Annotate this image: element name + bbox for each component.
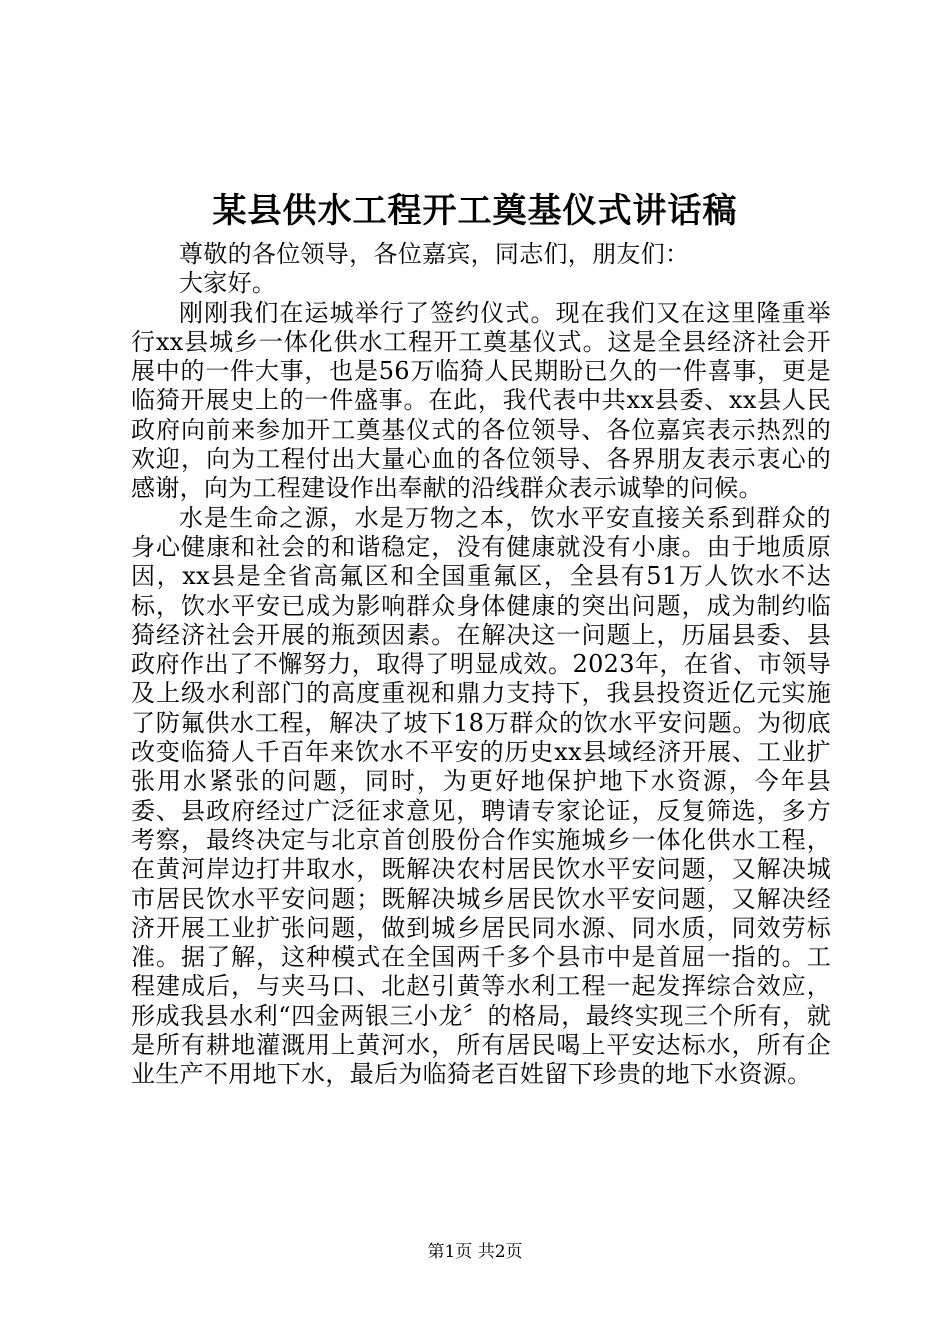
paragraph-2: 水是生命之源，水是万物之本，饮水平安直接关系到群众的身心健康和社会的和谐稳定，没有健康就没有小康。由于地质原因，xx县是全省高氟区和全国重氟区，全县有51万人饮水不达标，饮水平安已成为影响群众身体健康的突出问题，成为制约临猗经济社会开展的瓶颈因素。在解决这一问题上，历届县委、县政府作出了不懈努力，取得了明显成效。2023年，在省、市领导及上级水利部门的高度重视和鼎力支持下，我县投资近亿元实施了防氟供水工程，解决了坡下18万群众的饮水平安问题。为彻底改变临猗人千百年来饮水不平安的历史xx县域经济开展、工业扩张用水紧张的问题，同时，为更好地保护地下水资源，今年县委、县政府经过广泛征求意见，聘请专家论证，反复筛选，多方考察，最终决定与北京首创股份合作实施城乡一体化供水工程，在黄河岸边打井取水，既解决农村居民饮水平安问题，又解决城市居民饮水平安问题；既解决城乡居民饮水平安问题，又解决经济开展工业扩张问题，做到城乡居民同水源、同水质，同效劳标准。据了解，这种模式在全国两千多个县市中是首屈一指的。工程建成后，与夹马口、北赵引黄等水利工程一起发挥综合效应，形成我县水利“四金两银三小龙〞的格局，最终实现三个所有，就是所有耕地灌溉用上黄河水，所有居民喝上平安达标水，所有企业生产不用地下水，最后为临猗老百姓留下珍贵的地下水资源。 <box>131 503 831 1089</box>
paragraph-1: 刚刚我们在运城举行了签约仪式。现在我们又在这里隆重举行xx县城乡一体化供水工程开工奠基仪式。这是全县经济社会开展中的一件大事，也是56万临猗人民期盼已久的一件喜事，更是临猗开展史上的一件盛事。在此，我代表中共xx县委、xx县人民政府向前来参加开工奠基仪式的各位领导、各位嘉宾表示热烈的欢迎，向为工程付出大量心血的各位领导、各界朋友表示衷心的感谢，向为工程建设作出奉献的沿线群众表示诚挚的问候。 <box>131 298 831 503</box>
salutation: 尊敬的各位领导，各位嘉宾，同志们，朋友们： <box>179 240 690 268</box>
page-number: 第1页 共2页 <box>427 1242 523 1262</box>
document-title: 某县供水工程开工奠基仪式讲话稿 <box>212 191 738 231</box>
document-body <box>131 240 831 1090</box>
greeting: 大家好。 <box>179 269 277 298</box>
